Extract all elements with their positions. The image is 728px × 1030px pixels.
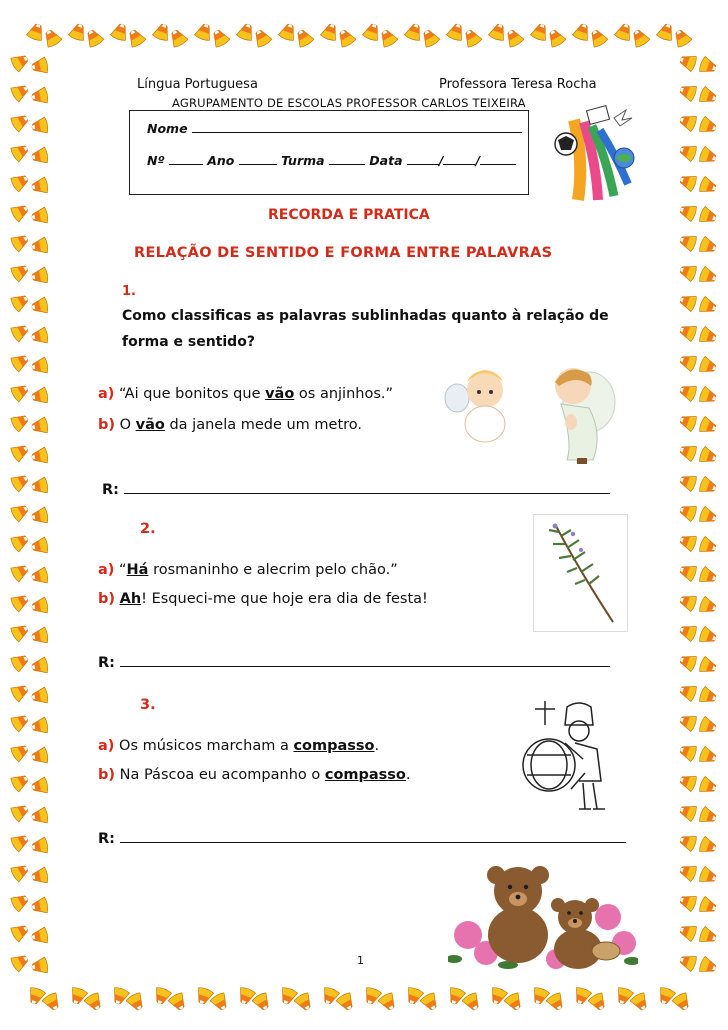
candy-corn-piece bbox=[31, 687, 49, 705]
candy-corn-piece bbox=[530, 986, 550, 1006]
date-slash: / bbox=[438, 153, 444, 168]
candy-corn-piece bbox=[10, 441, 32, 463]
candy-corn-piece bbox=[419, 27, 441, 49]
candy-corn-piece bbox=[209, 27, 231, 49]
candy-corn-piece bbox=[698, 776, 718, 796]
details-row bbox=[147, 153, 516, 168]
teddy-bears-flowers bbox=[448, 855, 638, 970]
candy-corn-piece bbox=[377, 992, 399, 1014]
name-field[interactable] bbox=[192, 132, 522, 133]
candy-corn-piece bbox=[678, 712, 698, 732]
candy-corn-piece bbox=[698, 566, 718, 586]
date-month-field[interactable] bbox=[443, 164, 475, 165]
candy-corn-piece bbox=[10, 711, 32, 733]
candy-corn-piece bbox=[10, 951, 32, 973]
school-logo bbox=[544, 100, 644, 205]
candy-corn-piece bbox=[125, 992, 147, 1014]
candy-corn-piece bbox=[10, 681, 32, 703]
candy-corn-piece bbox=[678, 892, 698, 912]
subject-label: Língua Portuguesa bbox=[137, 77, 258, 92]
candy-corn-piece bbox=[31, 357, 49, 375]
candy-corn-piece bbox=[10, 621, 32, 643]
candy-corn-piece bbox=[41, 27, 63, 49]
candy-corn-piece bbox=[629, 27, 651, 49]
school-name: AGRUPAMENTO DE ESCOLAS PROFESSOR CARLOS TEIXEIRA bbox=[172, 96, 526, 110]
candy-corn-piece bbox=[31, 537, 49, 555]
candy-corn-piece bbox=[698, 386, 718, 406]
candy-corn-piece bbox=[698, 536, 718, 556]
candy-corn-piece bbox=[10, 171, 32, 193]
candy-corn-piece bbox=[446, 22, 466, 42]
candy-corn-piece bbox=[10, 771, 32, 793]
candy-corn-piece bbox=[31, 57, 49, 75]
candy-corn-piece bbox=[678, 592, 698, 612]
answer-line-2: R: bbox=[98, 655, 610, 671]
candy-corn-piece bbox=[698, 416, 718, 436]
date-day-field[interactable] bbox=[407, 164, 439, 165]
candy-corn-piece bbox=[698, 956, 718, 976]
candy-corn-piece bbox=[31, 177, 49, 195]
candy-corn-piece bbox=[698, 866, 718, 886]
candy-corn-piece bbox=[10, 591, 32, 613]
candy-corn-piece bbox=[698, 326, 718, 346]
candy-corn-piece bbox=[194, 22, 214, 42]
candy-corn-piece bbox=[614, 986, 634, 1006]
candy-corn-piece bbox=[678, 502, 698, 522]
candy-corn-piece bbox=[698, 626, 718, 646]
candy-corn-piece bbox=[698, 356, 718, 376]
candy-corn-piece bbox=[110, 22, 130, 42]
candy-corn-piece bbox=[10, 141, 32, 163]
candy-corn-piece bbox=[10, 651, 32, 673]
candy-corn-piece bbox=[698, 476, 718, 496]
candy-corn-piece bbox=[31, 747, 49, 765]
candy-corn-piece bbox=[545, 27, 567, 49]
candy-corn-piece bbox=[236, 22, 256, 42]
underlined-word: compasso bbox=[293, 738, 375, 754]
candy-corn-piece bbox=[698, 236, 718, 256]
candy-corn-piece bbox=[278, 986, 298, 1006]
candy-corn-piece bbox=[26, 986, 46, 1006]
candy-corn-piece bbox=[83, 27, 105, 49]
candy-corn-piece bbox=[698, 506, 718, 526]
class-field[interactable] bbox=[329, 164, 365, 165]
answer-1-field[interactable] bbox=[124, 493, 610, 494]
candy-corn-piece bbox=[31, 507, 49, 525]
candy-corn-piece bbox=[31, 147, 49, 165]
candy-corn-piece bbox=[503, 992, 525, 1014]
candy-corn-piece bbox=[678, 832, 698, 852]
underlined-word: Há bbox=[126, 562, 149, 578]
candy-corn-piece bbox=[698, 716, 718, 736]
date-label: Data bbox=[369, 153, 403, 168]
candy-corn-piece bbox=[698, 896, 718, 916]
candy-corn-piece bbox=[678, 922, 698, 942]
candy-corn-piece bbox=[31, 477, 49, 495]
candy-corn-piece bbox=[698, 146, 718, 166]
candy-corn-piece bbox=[678, 82, 698, 102]
candy-corn-piece bbox=[10, 81, 32, 103]
candy-corn-piece bbox=[678, 172, 698, 192]
question-1-text-line2: forma e sentido? bbox=[122, 334, 255, 350]
candy-corn-piece bbox=[10, 381, 32, 403]
candy-corn-piece bbox=[10, 351, 32, 373]
candy-corn-piece bbox=[10, 891, 32, 913]
candy-corn-piece bbox=[698, 926, 718, 946]
candy-corn-piece bbox=[10, 561, 32, 583]
candy-corn-piece bbox=[419, 992, 441, 1014]
candy-corn-piece bbox=[503, 27, 525, 49]
candy-corn-piece bbox=[678, 352, 698, 372]
drummer-drawing bbox=[513, 697, 615, 815]
candy-corn-piece bbox=[678, 532, 698, 552]
candy-corn-piece bbox=[678, 232, 698, 252]
answer-2-field[interactable] bbox=[120, 666, 610, 667]
exercise-1-item-a: a) “Ai que bonitos que vão os anjinhos.” bbox=[98, 386, 394, 402]
candy-corn-piece bbox=[194, 986, 214, 1006]
candy-corn-piece bbox=[698, 296, 718, 316]
candy-corn-piece bbox=[10, 531, 32, 553]
answer-3-field[interactable] bbox=[120, 842, 626, 843]
exercise-3-item-b: b) Na Páscoa eu acompanho o compasso. bbox=[98, 767, 411, 783]
candy-corn-piece bbox=[488, 22, 508, 42]
candy-corn-piece bbox=[31, 837, 49, 855]
candy-corn-piece bbox=[698, 56, 718, 76]
candy-corn-piece bbox=[31, 597, 49, 615]
candy-corn-piece bbox=[251, 992, 273, 1014]
candy-corn-piece bbox=[678, 562, 698, 582]
candy-corn-piece bbox=[678, 472, 698, 492]
candy-corn-piece bbox=[10, 801, 32, 823]
candy-corn-piece bbox=[31, 387, 49, 405]
candy-corn-piece bbox=[31, 627, 49, 645]
angel-clipart bbox=[443, 360, 643, 470]
candy-corn-piece bbox=[656, 986, 676, 1006]
candy-corn-piece bbox=[10, 231, 32, 253]
candy-corn-piece bbox=[678, 412, 698, 432]
candy-corn-piece bbox=[31, 897, 49, 915]
candy-corn-piece bbox=[698, 596, 718, 616]
candy-corn-piece bbox=[678, 742, 698, 762]
candy-corn-piece bbox=[572, 22, 592, 42]
candy-corn-piece bbox=[698, 176, 718, 196]
candy-corn-piece bbox=[678, 112, 698, 132]
question-number-1: 1. bbox=[122, 284, 136, 299]
section-heading: RELAÇÃO DE SENTIDO E FORMA ENTRE PALAVRAS bbox=[134, 245, 553, 261]
candy-corn-piece bbox=[671, 27, 693, 49]
candy-corn-piece bbox=[698, 206, 718, 226]
candy-corn-piece bbox=[152, 22, 172, 42]
exercise-2-item-a: a) “Há rosmaninho e alecrim pelo chão.” bbox=[98, 562, 398, 578]
candy-corn-piece bbox=[31, 417, 49, 435]
candy-corn-piece bbox=[251, 27, 273, 49]
candy-corn-piece bbox=[320, 986, 340, 1006]
number-label: Nº bbox=[147, 153, 165, 168]
candy-corn-piece bbox=[31, 807, 49, 825]
candy-corn-piece bbox=[293, 27, 315, 49]
candy-corn-piece bbox=[31, 207, 49, 225]
exercise-1-item-b: b) O vão da janela mede um metro. bbox=[98, 417, 363, 433]
exercise-3-item-a: a) Os músicos marcham a compasso. bbox=[98, 738, 380, 754]
candy-corn-piece bbox=[362, 986, 382, 1006]
candy-corn-piece bbox=[362, 22, 382, 42]
candy-corn-piece bbox=[31, 657, 49, 675]
candy-corn-piece bbox=[678, 382, 698, 402]
candy-corn-piece bbox=[678, 442, 698, 462]
candy-corn-piece bbox=[404, 986, 424, 1006]
candy-corn-piece bbox=[671, 992, 693, 1014]
candy-corn-piece bbox=[10, 921, 32, 943]
candy-corn-piece bbox=[31, 447, 49, 465]
candy-corn-piece bbox=[614, 22, 634, 42]
candy-corn-piece bbox=[587, 27, 609, 49]
candy-corn-piece bbox=[31, 87, 49, 105]
question-number-3: 3. bbox=[140, 697, 156, 713]
candy-corn-piece bbox=[335, 27, 357, 49]
underlined-word: compasso bbox=[324, 767, 406, 783]
candy-corn-piece bbox=[31, 297, 49, 315]
year-field[interactable] bbox=[239, 164, 277, 165]
candy-corn-piece bbox=[10, 831, 32, 853]
year-label: Ano bbox=[207, 153, 235, 168]
candy-corn-piece bbox=[10, 501, 32, 523]
candy-corn-piece bbox=[545, 992, 567, 1014]
candy-corn-piece bbox=[110, 986, 130, 1006]
candy-corn-piece bbox=[10, 861, 32, 883]
candy-corn-piece bbox=[31, 267, 49, 285]
candy-corn-piece bbox=[31, 237, 49, 255]
candy-corn-piece bbox=[209, 992, 231, 1014]
date-year-field[interactable] bbox=[480, 164, 516, 165]
underlined-word: vão bbox=[265, 386, 295, 402]
candy-corn-piece bbox=[698, 746, 718, 766]
candy-corn-piece bbox=[10, 471, 32, 493]
candy-corn-piece bbox=[678, 682, 698, 702]
candy-corn-piece bbox=[678, 862, 698, 882]
candy-corn-piece bbox=[572, 986, 592, 1006]
candy-corn-piece bbox=[10, 411, 32, 433]
candy-corn-piece bbox=[698, 446, 718, 466]
candy-corn-piece bbox=[488, 986, 508, 1006]
candy-corn-piece bbox=[31, 927, 49, 945]
candy-corn-piece bbox=[31, 957, 49, 975]
candy-corn-piece bbox=[10, 321, 32, 343]
candy-corn-piece bbox=[10, 291, 32, 313]
candy-corn-piece bbox=[31, 117, 49, 135]
question-number-2: 2. bbox=[140, 521, 156, 537]
candy-corn-piece bbox=[31, 777, 49, 795]
candy-corn-piece bbox=[293, 992, 315, 1014]
candy-corn-piece bbox=[10, 261, 32, 283]
candy-corn-piece bbox=[278, 22, 298, 42]
candy-corn-piece bbox=[678, 652, 698, 672]
candy-corn-piece bbox=[152, 986, 172, 1006]
candy-corn-piece bbox=[83, 992, 105, 1014]
candy-corn-piece bbox=[461, 27, 483, 49]
candy-corn-piece bbox=[678, 52, 698, 72]
candy-corn-piece bbox=[678, 952, 698, 972]
candy-corn-piece bbox=[678, 142, 698, 162]
candy-corn-piece bbox=[10, 51, 32, 73]
candy-corn-piece bbox=[446, 986, 466, 1006]
candy-corn-piece bbox=[698, 686, 718, 706]
candy-corn-piece bbox=[678, 802, 698, 822]
candy-corn-piece bbox=[698, 86, 718, 106]
candy-corn-piece bbox=[678, 202, 698, 222]
page-title: RECORDA E PRATICA bbox=[268, 207, 430, 223]
underlined-word: vão bbox=[135, 417, 165, 433]
name-row bbox=[147, 121, 522, 136]
candy-corn-piece bbox=[587, 992, 609, 1014]
candy-corn-piece bbox=[10, 111, 32, 133]
candy-corn-piece bbox=[41, 992, 63, 1014]
underlined-word: Ah bbox=[119, 591, 142, 607]
candy-corn-piece bbox=[236, 986, 256, 1006]
candy-corn-piece bbox=[656, 22, 676, 42]
page-number: 1 bbox=[357, 954, 364, 967]
exercise-2-item-b: b) Ah! Esqueci-me que hoje era dia de festa! bbox=[98, 591, 428, 607]
candy-corn-piece bbox=[461, 992, 483, 1014]
rosemary-sprig bbox=[533, 514, 628, 632]
candy-corn-piece bbox=[377, 27, 399, 49]
candy-corn-piece bbox=[31, 717, 49, 735]
candy-corn-piece bbox=[678, 322, 698, 342]
candy-corn-piece bbox=[68, 986, 88, 1006]
answer-line-1: R: bbox=[102, 482, 610, 498]
number-field[interactable] bbox=[169, 164, 203, 165]
candy-corn-piece bbox=[10, 201, 32, 223]
candy-corn-piece bbox=[335, 992, 357, 1014]
candy-corn-piece bbox=[698, 266, 718, 286]
class-label: Turma bbox=[281, 153, 325, 168]
candy-corn-piece bbox=[31, 867, 49, 885]
candy-corn-piece bbox=[530, 22, 550, 42]
date-slash: / bbox=[475, 153, 481, 168]
candy-corn-piece bbox=[167, 27, 189, 49]
candy-corn-piece bbox=[31, 327, 49, 345]
candy-corn-piece bbox=[68, 22, 88, 42]
candy-corn-piece bbox=[10, 741, 32, 763]
answer-line-3: R: bbox=[98, 831, 626, 847]
teacher-label: Professora Teresa Rocha bbox=[439, 77, 597, 92]
question-1-text-line1: Como classificas as palavras sublinhadas quanto à relação de bbox=[122, 308, 609, 324]
name-label: Nome bbox=[147, 121, 188, 136]
candy-corn-piece bbox=[320, 22, 340, 42]
candy-corn-piece bbox=[167, 992, 189, 1014]
candy-corn-piece bbox=[698, 806, 718, 826]
candy-corn-piece bbox=[678, 772, 698, 792]
candy-corn-piece bbox=[678, 262, 698, 282]
candy-corn-piece bbox=[404, 22, 424, 42]
candy-corn-piece bbox=[678, 292, 698, 312]
candy-corn-piece bbox=[31, 567, 49, 585]
candy-corn-piece bbox=[698, 656, 718, 676]
candy-corn-piece bbox=[698, 836, 718, 856]
candy-corn-piece bbox=[26, 22, 46, 42]
candy-corn-piece bbox=[629, 992, 651, 1014]
candy-corn-piece bbox=[125, 27, 147, 49]
candy-corn-piece bbox=[678, 622, 698, 642]
candy-corn-piece bbox=[698, 116, 718, 136]
